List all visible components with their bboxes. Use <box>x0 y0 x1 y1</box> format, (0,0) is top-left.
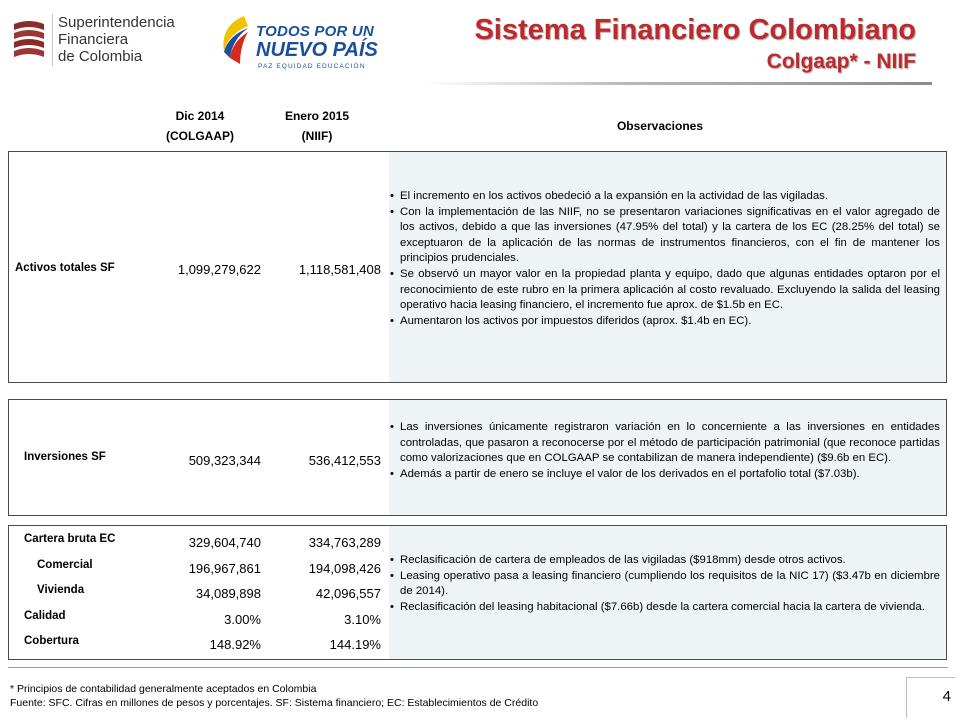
page-number: 4 <box>942 688 951 705</box>
page-subtitle: Colgaap* - NIIF <box>766 50 916 73</box>
row-label-cartera-bruta: Cartera bruta EC <box>24 533 116 545</box>
observation-item: • Con la implementación de las NIIF, no se presentaron variaciones significativas en el valor agregado de los activos, debido a que las inversiones (47.95% del total) y la cartera de los EC (28.25% del total) se exceptuaron de la aplicación de las normas de instrumentos financieros, con el fin de mantener los principios prudenciales. <box>390 205 940 267</box>
value-dic2014: 509,323,344 <box>188 453 261 468</box>
footnote-colgaap: * Principios de contabilidad generalmente aceptados en Colombia <box>10 683 317 695</box>
value-dic2014: 148.92% <box>209 637 261 652</box>
value-ene2015: 1,118,581,408 <box>298 262 381 277</box>
row-label-inversiones: Inversiones SF <box>24 451 106 463</box>
value-dic2014: 34,089,898 <box>195 586 261 601</box>
page-title: Sistema Financiero Colombiano <box>474 14 916 46</box>
value-ene2015: 536,412,553 <box>308 453 381 468</box>
observations-list <box>390 420 940 482</box>
value-ene2015: 3.10% <box>344 612 381 627</box>
value-dic2014: 329,604,740 <box>188 535 261 550</box>
value-ene2015: 194,098,426 <box>308 561 381 576</box>
observations-list <box>390 553 940 615</box>
flag-swoosh-icon <box>214 12 258 68</box>
observation-item: • Además a partir de enero se incluye el valor de los derivados en el portafolio total ($7.03b). <box>390 467 940 483</box>
value-dic2014: 196,967,861 <box>188 561 261 576</box>
sfc-logo-text <box>58 14 175 65</box>
column-header-ene2015 <box>262 106 372 146</box>
column-header-line: (NIIF) <box>301 129 333 143</box>
observation-item: • Reclasificación del leasing habitacional ($7.66b) desde la cartera comercial hacia la cartera de vivienda. <box>390 600 940 616</box>
gov-logo-line2: NUEVO PAÍS <box>256 39 378 61</box>
sfc-logo-line: Financiera <box>58 31 129 48</box>
section-cartera <box>8 525 947 660</box>
sfc-logo-line: de Colombia <box>58 48 143 65</box>
column-header-observaciones: Observaciones <box>616 119 704 133</box>
row-label-activos: Activos totales SF <box>15 262 115 274</box>
row-label-comercial: Comercial <box>37 559 93 571</box>
gov-logo-line1: TODOS POR UN <box>256 23 374 40</box>
column-header-line: Dic 2014 <box>175 109 225 123</box>
column-header-line: (COLGAAP) <box>166 129 234 143</box>
sfc-logo <box>6 12 178 70</box>
sfc-logo-line: Superintendencia <box>58 14 175 31</box>
column-header-dic2014 <box>150 106 250 146</box>
footer-divider <box>8 667 948 668</box>
value-dic2014: 3.00% <box>224 612 261 627</box>
page-number-box <box>906 677 955 718</box>
sfc-emblem-icon <box>10 18 48 60</box>
title-underline <box>424 82 932 85</box>
value-dic2014: 1,099,279,622 <box>177 262 261 277</box>
logo-divider <box>52 14 53 66</box>
row-label-calidad: Calidad <box>24 610 66 622</box>
value-ene2015: 144.19% <box>329 637 381 652</box>
footnote-source: Fuente: SFC. Cifras en millones de pesos y porcentajes. SF: Sistema financiero; EC: Establecimientos de Crédito <box>10 697 539 709</box>
gov-logo <box>212 10 382 80</box>
observation-item: • Aumentaron los activos por impuestos diferidos (aprox. $1.4b en EC). <box>390 314 940 330</box>
observation-item: • El incremento en los activos obedeció a la expansión en la actividad de las vigiladas. <box>390 189 940 205</box>
observation-item: • Se observó un mayor valor en la propiedad planta y equipo, dado que algunas entidades optaron por el reconocimiento de este rubro en la primera aplicación al costo revaluado. Excluyendo la salida del leasing operativo hacia leasing financiero, el incremento fue aprox. de $1.5b en EC. <box>390 267 940 314</box>
section-inversiones <box>8 399 947 516</box>
observation-item: • Leasing operativo pasa a leasing financiero (cumpliendo los requisitos de la NIC 17) ($3.47b en diciembre de 2014). <box>390 569 940 600</box>
row-label-cobertura: Cobertura <box>24 635 79 647</box>
value-ene2015: 42,096,557 <box>315 586 381 601</box>
value-ene2015: 334,763,289 <box>308 535 381 550</box>
observation-item: • Reclasificación de cartera de empleados de las vigiladas ($918mm) desde otros activos. <box>390 553 940 569</box>
row-label-vivienda: Vivienda <box>37 584 85 596</box>
observations-list <box>390 189 940 329</box>
column-header-line: Enero 2015 <box>284 109 350 123</box>
observation-item: • Las inversiones únicamente registraron variación en lo concerniente a las inversiones en entidades controladas, que pasaron a reconocerse por el método de participación patrimonial (que reconoce partidas como valorizaciones que en COLGAAP se contabilizan de manera independiente) ($9.6b en EC). <box>390 420 940 467</box>
gov-logo-tagline: PAZ EQUIDAD EDUCACIÓN <box>258 63 366 70</box>
section-activos <box>8 151 947 383</box>
